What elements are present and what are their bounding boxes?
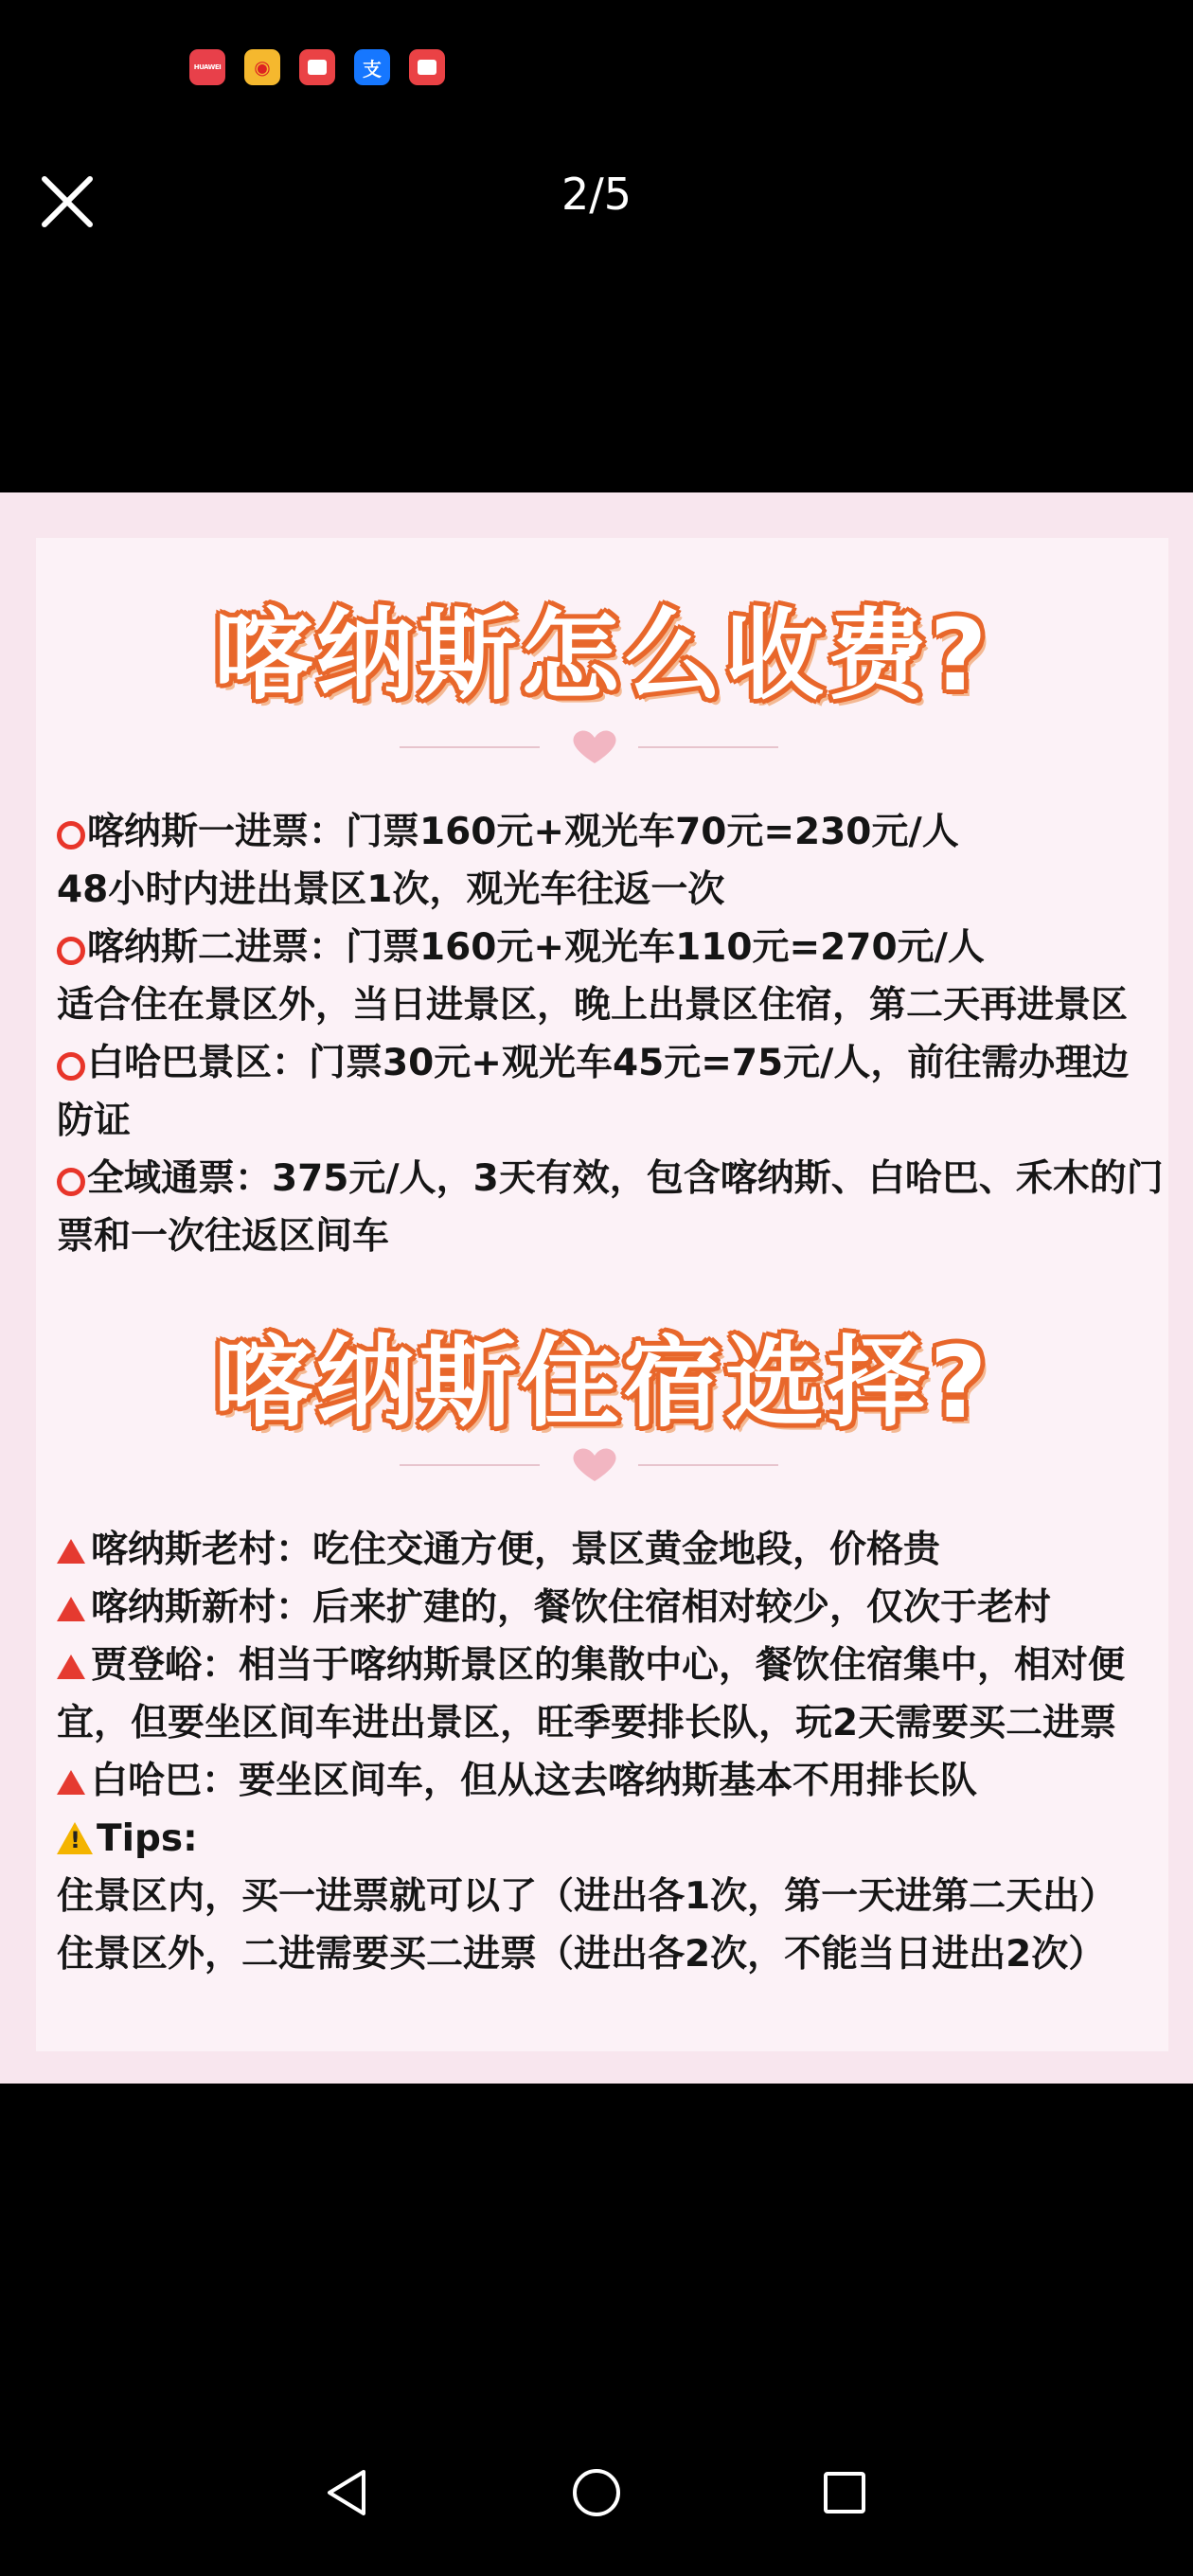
red-triangle-icon: [57, 1597, 85, 1621]
list-item: [57, 1752, 1165, 1810]
section-title-lodging: 喀纳斯住宿选择?: [213, 1325, 991, 1440]
red-circle-icon: [57, 937, 85, 965]
list-item-text: 48小时内进出景区1次，观光车往返一次: [57, 868, 725, 911]
alipay-icon: 支: [354, 49, 390, 85]
list-item: [57, 1034, 1165, 1150]
list-item-text: Tips:: [97, 1817, 198, 1860]
message-icon: [299, 49, 335, 85]
close-icon: [39, 173, 96, 230]
heart-icon: [566, 1445, 623, 1483]
list-item: [57, 803, 1165, 861]
red-triangle-icon: [57, 1539, 85, 1564]
list-item-text: 全域通票：375元/人，3天有效，包含喀纳斯、白哈巴、禾木的门票和一次往返区间车: [57, 1157, 1164, 1258]
fees-list: [57, 803, 1165, 1265]
navigation-bar: [0, 2424, 1193, 2576]
back-button[interactable]: [309, 2455, 384, 2531]
recent-apps-button[interactable]: [807, 2455, 882, 2531]
red-triangle-icon: [57, 1655, 85, 1679]
lodging-list: [57, 1521, 1165, 1983]
list-item-text: 喀纳斯老村：吃住交通方便，景区黄金地段，价格贵: [91, 1529, 941, 1571]
list-item-text: 喀纳斯二进票：门票160元+观光车110元=270元/人: [87, 926, 985, 969]
huawei-appgallery-icon: HUAWEI: [189, 49, 225, 85]
list-item: [57, 1868, 1165, 1925]
list-item-text: 白哈巴：要坐区间车，但从这去喀纳斯基本不用排长队: [91, 1760, 978, 1802]
back-triangle-icon: [322, 2466, 371, 2519]
message-icon: [409, 49, 445, 85]
close-button[interactable]: [36, 170, 98, 233]
weibo-icon: ◉: [244, 49, 280, 85]
list-item: [57, 1521, 1165, 1579]
list-item: [57, 1150, 1165, 1265]
status-bar: [0, 0, 1193, 133]
page-counter: 2/5: [561, 169, 632, 220]
warning-icon: [57, 1822, 93, 1854]
section-title-fees: 喀纳斯怎么收费?: [213, 598, 991, 713]
list-item-text: 贾登峪：相当于喀纳斯景区的集散中心，餐饮住宿集中，相对便宜，但要坐区间车进出景区，旺季要排长队，玩2天需要买二进票: [57, 1644, 1126, 1744]
list-item-text: 住景区外，二进需要买二进票（进出各2次，不能当日进出2次）: [57, 1933, 1106, 1976]
list-item-text: 住景区内，买一进票就可以了（进出各1次，第一天进第二天出）: [57, 1875, 1117, 1918]
red-circle-icon: [57, 1052, 85, 1081]
list-item-text: 喀纳斯新村：后来扩建的，餐饮住宿相对较少，仅次于老村: [91, 1586, 1052, 1629]
red-triangle-icon: [57, 1770, 85, 1795]
heart-divider: [36, 1445, 1168, 1483]
heart-divider: [36, 727, 1168, 765]
home-button[interactable]: [559, 2455, 634, 2531]
list-item: [57, 861, 1165, 919]
red-circle-icon: [57, 1168, 85, 1196]
recent-square-icon: [820, 2468, 869, 2517]
home-circle-icon: [570, 2466, 623, 2519]
list-item: [57, 1637, 1165, 1752]
red-circle-icon: [57, 821, 85, 850]
heart-icon: [566, 727, 623, 765]
list-item: [57, 976, 1165, 1034]
list-item: [57, 1925, 1165, 1983]
list-item: [57, 1579, 1165, 1637]
list-item: [57, 919, 1165, 976]
image-viewer[interactable]: [0, 492, 1193, 2084]
list-item-text: 适合住在景区外，当日进景区，晚上出景区住宿，第二天再进景区: [57, 984, 1129, 1027]
list-item: [57, 1810, 1165, 1868]
info-card: [36, 538, 1168, 2051]
list-item-text: 白哈巴景区：门票30元+观光车45元=75元/人，前往需办理边防证: [57, 1042, 1130, 1142]
list-item-text: 喀纳斯一进票：门票160元+观光车70元=230元/人: [87, 811, 959, 853]
